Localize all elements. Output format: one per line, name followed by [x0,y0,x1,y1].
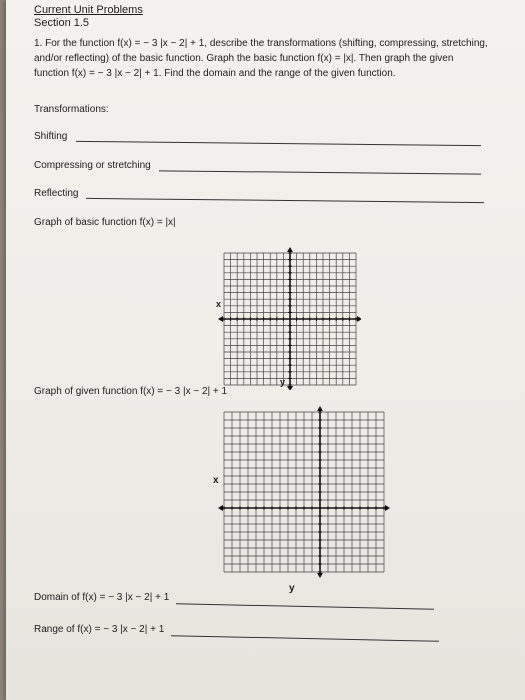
range-answer-line[interactable] [171,635,439,642]
given-function-grid[interactable] [214,404,392,584]
reflecting-answer-line[interactable] [86,198,484,203]
domain-label: Domain of f(x) = − 3 |x − 2| + 1 [34,592,170,603]
reflecting-label: Reflecting [34,188,79,199]
basic-graph-label: Graph of basic function f(x) = |x| [34,217,176,228]
shifting-answer-line[interactable] [76,141,481,146]
y-axis-arrow-down [317,573,323,578]
x-axis-arrow-left [218,316,223,322]
given-grid-x-label: x [213,475,219,486]
range-label: Range of f(x) = − 3 |x − 2| + 1 [34,624,165,635]
x-axis-arrow-right [385,505,390,511]
problem-line-3: function f(x) = − 3 |x − 2| + 1. Find the domain and the range of the given function. [34,68,396,79]
compressing-label: Compressing or stretching [34,160,151,171]
y-axis-arrow-down [287,386,293,390]
section-number: Section 1.5 [34,17,90,29]
given-graph-label: Graph of given function f(x) = − 3 |x − 2| + 1 [34,386,228,397]
problem-line-2: and/or reflecting) of the basic function. Graph the basic function f(x) = |x|. Then graph the given [34,53,454,64]
y-axis-arrow-up [317,406,323,411]
problem-line-1: 1. For the function f(x) = − 3 |x − 2| + 1, describe the transformations (shifting, compressing, stretching, [34,38,488,49]
given-grid-y-label: y [289,583,295,594]
domain-answer-line[interactable] [176,603,434,609]
x-axis-arrow-right [357,316,361,322]
basic-function-grid[interactable] [216,245,361,390]
shifting-label: Shifting [34,131,68,142]
worksheet-title: Current Unit Problems [34,4,143,16]
y-axis-arrow-up [287,247,293,252]
x-axis-arrow-left [218,505,223,511]
worksheet-page [6,0,525,700]
problem-statement [34,36,504,81]
transformations-heading: Transformations: [34,104,109,115]
compressing-answer-line[interactable] [159,170,481,174]
basic-grid-y-label: y [280,377,286,387]
basic-grid-x-label: x [216,299,222,309]
